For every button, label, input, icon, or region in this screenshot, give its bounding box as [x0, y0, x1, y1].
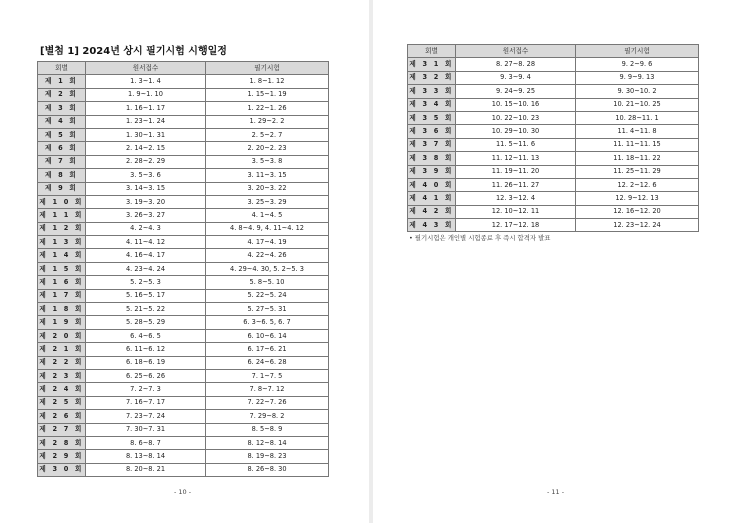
round-cell: 제 3 3 회: [408, 85, 456, 98]
application-period-cell: 7. 30~7. 31: [86, 423, 206, 436]
table-row: [38, 316, 329, 329]
application-period-cell: 11. 26~11. 27: [456, 178, 576, 191]
round-cell: 제 1 회: [38, 75, 86, 88]
table-row: [38, 276, 329, 289]
exam-period-cell: 3. 5~3. 8: [206, 155, 329, 168]
table-row: [408, 111, 699, 124]
table-row: [408, 152, 699, 165]
exam-period-cell: 6. 3~6. 5, 6. 7: [206, 316, 329, 329]
table-row: [38, 262, 329, 275]
application-period-cell: 4. 23~4. 24: [86, 262, 206, 275]
header-application: 원서접수: [86, 62, 206, 75]
round-cell: 제 2 6 회: [38, 410, 86, 423]
application-period-cell: 1. 16~1. 17: [86, 102, 206, 115]
table-row: [38, 303, 329, 316]
exam-period-cell: 9. 9~9. 13: [576, 71, 699, 84]
table-row: [38, 356, 329, 369]
round-cell: 제 3 7 회: [408, 138, 456, 151]
round-cell: 제 3 회: [38, 102, 86, 115]
application-period-cell: 1. 3~1. 4: [86, 75, 206, 88]
table-row: [38, 450, 329, 463]
round-cell: 제 3 5 회: [408, 111, 456, 124]
exam-period-cell: 10. 21~10. 25: [576, 98, 699, 111]
table-row: [38, 115, 329, 128]
exam-period-cell: 4. 22~4. 26: [206, 249, 329, 262]
application-period-cell: 12. 3~12. 4: [456, 192, 576, 205]
application-period-cell: 3. 5~3. 6: [86, 169, 206, 182]
exam-period-cell: 3. 25~3. 29: [206, 195, 329, 208]
exam-period-cell: 8. 19~8. 23: [206, 450, 329, 463]
application-period-cell: 6. 4~6. 5: [86, 329, 206, 342]
page-title: [별첨 1] 2024년 상시 필기시험 시행일정: [40, 46, 227, 57]
round-cell: 제 1 8 회: [38, 303, 86, 316]
table-row: [408, 192, 699, 205]
exam-period-cell: 11. 25~11. 29: [576, 165, 699, 178]
round-cell: 제 3 4 회: [408, 98, 456, 111]
application-period-cell: 6. 11~6. 12: [86, 343, 206, 356]
exam-period-cell: 12. 2~12. 6: [576, 178, 699, 191]
table-row: [408, 165, 699, 178]
table-row: [38, 169, 329, 182]
header-round: 회별: [408, 45, 456, 58]
exam-period-cell: 5. 27~5. 31: [206, 303, 329, 316]
application-period-cell: 7. 16~7. 17: [86, 396, 206, 409]
table-row: [38, 410, 329, 423]
footnote: • 필기시험은 개인별 시험종료 후 즉시 합격자 발표: [409, 234, 551, 242]
exam-period-cell: 9. 2~9. 6: [576, 58, 699, 71]
application-period-cell: 11. 19~11. 20: [456, 165, 576, 178]
round-cell: 제 1 5 회: [38, 262, 86, 275]
exam-period-cell: 4. 29~4. 30, 5. 2~5. 3: [206, 262, 329, 275]
exam-period-cell: 11. 18~11. 22: [576, 152, 699, 165]
application-period-cell: 11. 5~11. 6: [456, 138, 576, 151]
application-period-cell: 5. 28~5. 29: [86, 316, 206, 329]
round-cell: 제 1 2 회: [38, 222, 86, 235]
application-period-cell: 12. 17~12. 18: [456, 219, 576, 232]
round-cell: 제 1 1 회: [38, 209, 86, 222]
exam-period-cell: 4. 17~4. 19: [206, 236, 329, 249]
exam-period-cell: 2. 5~2. 7: [206, 128, 329, 141]
document-page-left: [0, 0, 369, 523]
exam-period-cell: 1. 29~2. 2: [206, 115, 329, 128]
application-period-cell: 5. 2~5. 3: [86, 276, 206, 289]
table-row: [408, 205, 699, 218]
table-row: [38, 289, 329, 302]
application-period-cell: 9. 3~9. 4: [456, 71, 576, 84]
exam-period-cell: 7. 1~7. 5: [206, 369, 329, 382]
application-period-cell: 8. 27~8. 28: [456, 58, 576, 71]
table-body: [408, 58, 699, 232]
table-header-row: [38, 62, 329, 75]
table-row: [38, 423, 329, 436]
application-period-cell: 5. 16~5. 17: [86, 289, 206, 302]
table-row: [38, 383, 329, 396]
round-cell: 제 2 5 회: [38, 396, 86, 409]
exam-period-cell: 7. 8~7. 12: [206, 383, 329, 396]
application-period-cell: 6. 25~6. 26: [86, 369, 206, 382]
table-row: [38, 128, 329, 141]
application-period-cell: 4. 11~4. 12: [86, 236, 206, 249]
page-number: - 10 -: [174, 488, 192, 496]
table-row: [38, 343, 329, 356]
table-row: [38, 249, 329, 262]
round-cell: 제 2 9 회: [38, 450, 86, 463]
round-cell: 제 2 8 회: [38, 436, 86, 449]
table-row: [38, 369, 329, 382]
exam-period-cell: 5. 8~5. 10: [206, 276, 329, 289]
table-row: [408, 178, 699, 191]
exam-period-cell: 4. 1~4. 5: [206, 209, 329, 222]
application-period-cell: 10. 22~10. 23: [456, 111, 576, 124]
table-row: [38, 463, 329, 476]
round-cell: 제 2 4 회: [38, 383, 86, 396]
exam-period-cell: 4. 8~4. 9, 4. 11~4. 12: [206, 222, 329, 235]
table-row: [38, 75, 329, 88]
round-cell: 제 6 회: [38, 142, 86, 155]
table-row: [38, 436, 329, 449]
table-header-row: [408, 45, 699, 58]
round-cell: 제 2 7 회: [38, 423, 86, 436]
table-row: [38, 182, 329, 195]
exam-period-cell: 5. 22~5. 24: [206, 289, 329, 302]
exam-period-cell: 11. 11~11. 15: [576, 138, 699, 151]
application-period-cell: 10. 29~10. 30: [456, 125, 576, 138]
exam-period-cell: 7. 29~8. 2: [206, 410, 329, 423]
round-cell: 제 3 0 회: [38, 463, 86, 476]
application-period-cell: 1. 23~1. 24: [86, 115, 206, 128]
exam-period-cell: 2. 20~2. 23: [206, 142, 329, 155]
table-row: [38, 209, 329, 222]
round-cell: 제 3 9 회: [408, 165, 456, 178]
table-row: [408, 58, 699, 71]
header-written-exam: 필기시험: [206, 62, 329, 75]
exam-period-cell: 8. 12~8. 14: [206, 436, 329, 449]
exam-period-cell: 3. 11~3. 15: [206, 169, 329, 182]
exam-period-cell: 6. 17~6. 21: [206, 343, 329, 356]
application-period-cell: 1. 9~1. 10: [86, 88, 206, 101]
round-cell: 제 2 회: [38, 88, 86, 101]
exam-period-cell: 1. 22~1. 26: [206, 102, 329, 115]
round-cell: 제 4 3 회: [408, 219, 456, 232]
table-row: [408, 98, 699, 111]
table-row: [38, 142, 329, 155]
exam-period-cell: 6. 24~6. 28: [206, 356, 329, 369]
application-period-cell: 2. 14~2. 15: [86, 142, 206, 155]
application-period-cell: 4. 16~4. 17: [86, 249, 206, 262]
round-cell: 제 1 6 회: [38, 276, 86, 289]
exam-period-cell: 12. 23~12. 24: [576, 219, 699, 232]
round-cell: 제 4 1 회: [408, 192, 456, 205]
round-cell: 제 2 1 회: [38, 343, 86, 356]
application-period-cell: 1. 30~1. 31: [86, 128, 206, 141]
round-cell: 제 9 회: [38, 182, 86, 195]
table-row: [38, 88, 329, 101]
application-period-cell: 8. 20~8. 21: [86, 463, 206, 476]
application-period-cell: 2. 28~2. 29: [86, 155, 206, 168]
round-cell: 제 1 7 회: [38, 289, 86, 302]
table-row: [38, 155, 329, 168]
round-cell: 제 8 회: [38, 169, 86, 182]
round-cell: 제 3 2 회: [408, 71, 456, 84]
exam-period-cell: 1. 15~1. 19: [206, 88, 329, 101]
application-period-cell: 9. 24~9. 25: [456, 85, 576, 98]
exam-period-cell: 1. 8~1. 12: [206, 75, 329, 88]
exam-period-cell: 10. 28~11. 1: [576, 111, 699, 124]
application-period-cell: 8. 6~8. 7: [86, 436, 206, 449]
application-period-cell: 4. 2~4. 3: [86, 222, 206, 235]
round-cell: 제 2 3 회: [38, 369, 86, 382]
table-row: [38, 195, 329, 208]
table-row: [408, 219, 699, 232]
round-cell: 제 2 0 회: [38, 329, 86, 342]
exam-period-cell: 6. 10~6. 14: [206, 329, 329, 342]
exam-period-cell: 7. 22~7. 26: [206, 396, 329, 409]
document-page-right: [373, 0, 743, 523]
exam-period-cell: 8. 26~8. 30: [206, 463, 329, 476]
table-row: [38, 102, 329, 115]
table-row: [38, 236, 329, 249]
round-cell: 제 1 9 회: [38, 316, 86, 329]
table-row: [408, 71, 699, 84]
round-cell: 제 4 0 회: [408, 178, 456, 191]
application-period-cell: 6. 18~6. 19: [86, 356, 206, 369]
round-cell: 제 4 2 회: [408, 205, 456, 218]
table-body: [38, 75, 329, 477]
application-period-cell: 11. 12~11. 13: [456, 152, 576, 165]
header-application: 원서접수: [456, 45, 576, 58]
application-period-cell: 5. 21~5. 22: [86, 303, 206, 316]
table-row: [408, 138, 699, 151]
round-cell: 제 2 2 회: [38, 356, 86, 369]
application-period-cell: 8. 13~8. 14: [86, 450, 206, 463]
exam-period-cell: 9. 30~10. 2: [576, 85, 699, 98]
application-period-cell: 3. 14~3. 15: [86, 182, 206, 195]
table-row: [408, 125, 699, 138]
header-written-exam: 필기시험: [576, 45, 699, 58]
round-cell: 제 1 3 회: [38, 236, 86, 249]
schedule-table-right: [407, 44, 699, 232]
exam-period-cell: 3. 20~3. 22: [206, 182, 329, 195]
exam-period-cell: 8. 5~8. 9: [206, 423, 329, 436]
table-row: [38, 222, 329, 235]
application-period-cell: 10. 15~10. 16: [456, 98, 576, 111]
round-cell: 제 7 회: [38, 155, 86, 168]
page-number: - 11 -: [547, 488, 565, 496]
round-cell: 제 4 회: [38, 115, 86, 128]
round-cell: 제 3 1 회: [408, 58, 456, 71]
round-cell: 제 3 8 회: [408, 152, 456, 165]
exam-period-cell: 12. 9~12. 13: [576, 192, 699, 205]
table-row: [38, 329, 329, 342]
round-cell: 제 1 0 회: [38, 195, 86, 208]
application-period-cell: 7. 23~7. 24: [86, 410, 206, 423]
application-period-cell: 12. 10~12. 11: [456, 205, 576, 218]
table-row: [38, 396, 329, 409]
header-round: 회별: [38, 62, 86, 75]
schedule-table-left: [37, 61, 329, 477]
application-period-cell: 7. 2~7. 3: [86, 383, 206, 396]
exam-period-cell: 12. 16~12. 20: [576, 205, 699, 218]
application-period-cell: 3. 19~3. 20: [86, 195, 206, 208]
table-row: [408, 85, 699, 98]
application-period-cell: 3. 26~3. 27: [86, 209, 206, 222]
round-cell: 제 3 6 회: [408, 125, 456, 138]
round-cell: 제 5 회: [38, 128, 86, 141]
round-cell: 제 1 4 회: [38, 249, 86, 262]
exam-period-cell: 11. 4~11. 8: [576, 125, 699, 138]
